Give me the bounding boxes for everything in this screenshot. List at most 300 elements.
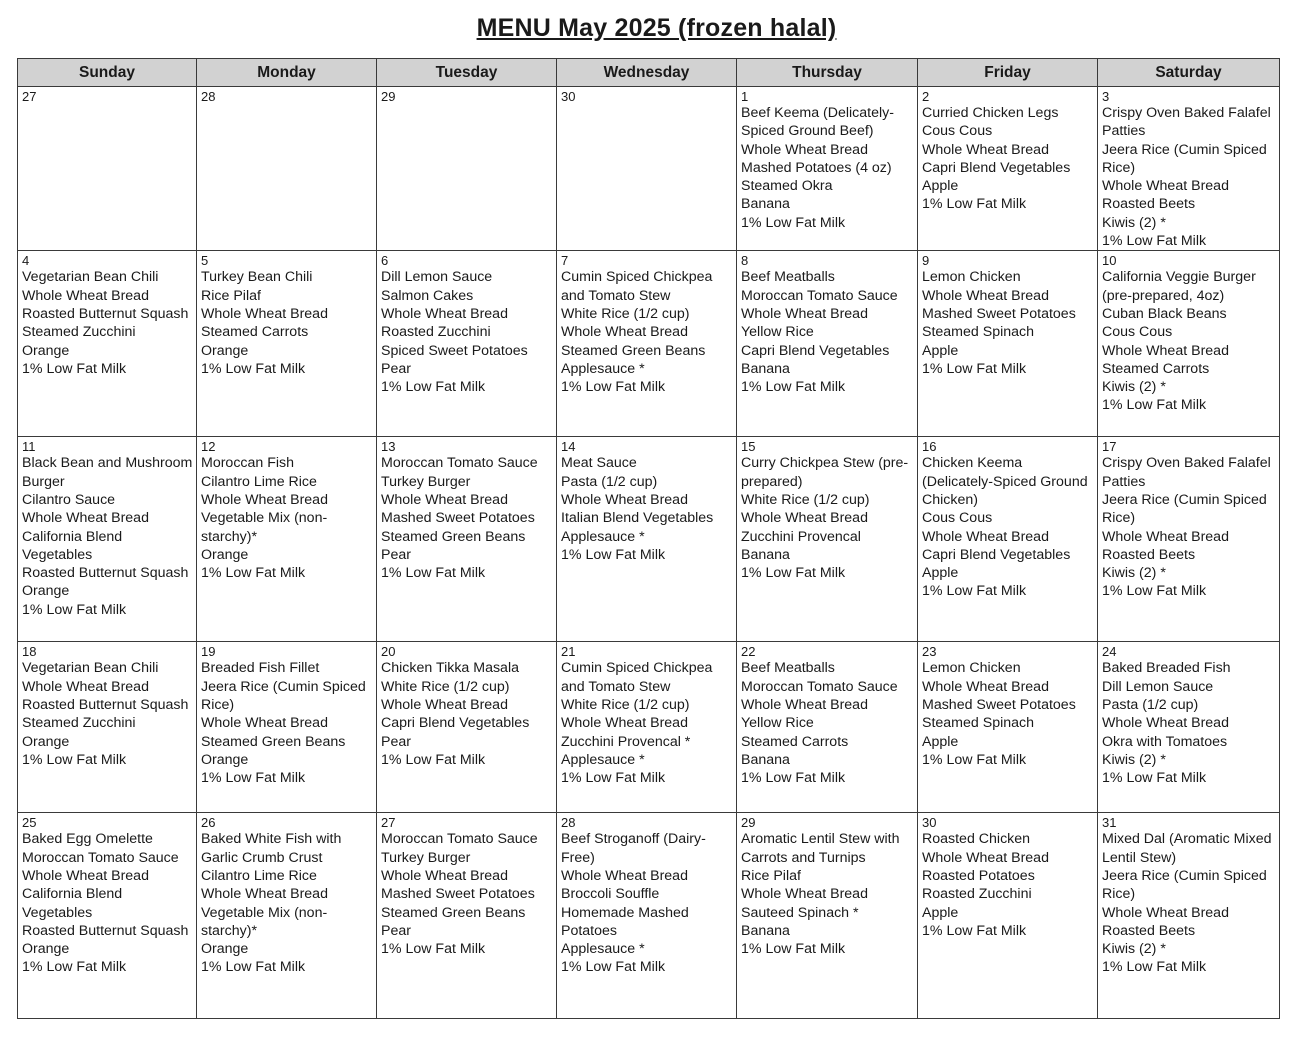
- menu-item: Steamed Carrots: [1102, 360, 1210, 377]
- day-number: 13: [381, 439, 396, 455]
- menu-item: Steamed Spinach: [922, 715, 1034, 732]
- menu-item: Cous Cous: [922, 123, 993, 140]
- menu-item: Beef Meatballs: [741, 269, 835, 286]
- menu-item: Whole Wheat Bread: [381, 696, 508, 713]
- menu-item: 1% Low Fat Milk: [201, 360, 306, 377]
- day-cell: [197, 813, 377, 1019]
- day-cell: [197, 87, 377, 251]
- day-number: 19: [201, 644, 216, 660]
- day-cell-content: [918, 642, 1097, 769]
- menu-calendar: [17, 58, 1280, 1019]
- menu-item: Dill Lemon Sauce: [1102, 678, 1214, 695]
- day-cell-content: [1098, 251, 1279, 414]
- menu-item: Kiwis (2) *: [1102, 941, 1166, 958]
- menu-item: Yellow Rice: [741, 715, 814, 732]
- menu-item: 1% Low Fat Milk: [1102, 770, 1207, 787]
- menu-item: Steamed Green Beans: [201, 733, 346, 750]
- menu-item: 1% Low Fat Milk: [201, 959, 306, 976]
- day-number: 30: [922, 815, 937, 831]
- day-cell: [918, 437, 1098, 642]
- day-cell-content: [737, 642, 917, 787]
- menu-item: 1% Low Fat Milk: [922, 360, 1027, 377]
- menu-item: Whole Wheat Bread: [201, 886, 328, 903]
- menu-item: Banana: [741, 196, 790, 213]
- day-cell: [18, 813, 197, 1019]
- menu-item: Cilantro Lime Rice: [201, 473, 317, 490]
- menu-item: Whole Wheat Bread: [741, 141, 868, 158]
- menu-item: Broccoli Souffle: [561, 886, 660, 903]
- menu-item: Whole Wheat Bread: [381, 867, 508, 884]
- menu-item: Apple: [922, 565, 959, 582]
- menu-item: Steamed Spinach: [922, 324, 1034, 341]
- day-number: 9: [922, 253, 930, 269]
- day-cell: [737, 87, 918, 251]
- day-cell: [18, 251, 197, 437]
- day-cell-content: [918, 437, 1097, 600]
- day-number: 12: [201, 439, 216, 455]
- menu-item: Meat Sauce: [561, 455, 637, 472]
- day-number: 10: [1102, 253, 1117, 269]
- day-cell: [557, 437, 737, 642]
- menu-item: Whole Wheat Bread: [22, 678, 149, 695]
- menu-item: 1% Low Fat Milk: [22, 360, 127, 377]
- day-number: 8: [741, 253, 749, 269]
- week-row: [18, 251, 1280, 437]
- menu-item: Moroccan Tomato Sauce: [741, 287, 898, 304]
- menu-item: Orange: [22, 941, 70, 958]
- day-cell-content: [18, 813, 196, 976]
- day-number: 26: [201, 815, 216, 831]
- day-cell-content: [1098, 437, 1279, 600]
- day-number: 21: [561, 644, 576, 660]
- day-number: 6: [381, 253, 389, 269]
- menu-item: Mashed Sweet Potatoes: [381, 886, 535, 903]
- menu-item: California Blend Vegetables: [22, 528, 123, 563]
- menu-item: Capri Blend Vegetables: [741, 342, 890, 359]
- menu-item: Zucchini Provencal *: [561, 733, 691, 750]
- day-number: 2: [922, 89, 930, 104]
- day-cell: [197, 642, 377, 813]
- day-cell: [557, 813, 737, 1019]
- day-number: 28: [561, 815, 576, 831]
- day-cell: [377, 642, 557, 813]
- menu-item: 1% Low Fat Milk: [741, 214, 846, 231]
- menu-item: Roasted Beets: [1102, 196, 1196, 213]
- menu-item: Cilantro Lime Rice: [201, 867, 317, 884]
- menu-item: Vegetarian Bean Chili: [22, 660, 159, 677]
- menu-item: 1% Low Fat Milk: [561, 770, 666, 787]
- menu-item: 1% Low Fat Milk: [1102, 583, 1207, 600]
- menu-item: Roasted Beets: [1102, 922, 1196, 939]
- menu-item: 1% Low Fat Milk: [22, 601, 127, 618]
- menu-item: Moroccan Tomato Sauce: [381, 455, 538, 472]
- menu-item: Whole Wheat Bread: [561, 867, 688, 884]
- menu-item: Moroccan Tomato Sauce: [22, 849, 179, 866]
- menu-item: Roasted Zucchini: [922, 886, 1032, 903]
- menu-item: Baked Egg Omelette: [22, 831, 153, 848]
- menu-item: Cilantro Sauce: [22, 491, 116, 508]
- day-cell: [197, 437, 377, 642]
- day-cell-content: [557, 437, 736, 564]
- menu-item: Sauteed Spinach *: [741, 904, 859, 921]
- menu-item: Whole Wheat Bread: [1102, 528, 1229, 545]
- menu-item: Kiwis (2) *: [1102, 379, 1166, 396]
- menu-item: Homemade Mashed Potatoes: [561, 904, 689, 939]
- menu-item: Mashed Sweet Potatoes: [922, 696, 1076, 713]
- menu-item: Steamed Carrots: [201, 324, 309, 341]
- menu-item: Orange: [201, 751, 249, 768]
- menu-item: Whole Wheat Bread: [922, 849, 1049, 866]
- menu-item: Baked White Fish with Garlic Crumb Crust: [201, 831, 342, 866]
- menu-item: Mashed Potatoes (4 oz): [741, 159, 892, 176]
- menu-item: Steamed Green Beans: [561, 342, 706, 359]
- day-cell-content: [557, 87, 736, 104]
- day-number: 3: [1102, 89, 1110, 104]
- day-cell-content: [737, 87, 917, 232]
- menu-item: Crispy Oven Baked Falafel Patties: [1102, 105, 1271, 140]
- day-cell: [377, 437, 557, 642]
- menu-item: Mixed Dal (Aromatic Mixed Lentil Stew): [1102, 831, 1272, 866]
- menu-item: Black Bean and Mushroom Burger: [22, 455, 193, 490]
- menu-item: Baked Breaded Fish: [1102, 660, 1231, 677]
- weekday-header: Friday: [918, 59, 1098, 87]
- menu-item: Steamed Zucchini: [22, 324, 136, 341]
- menu-item: Cumin Spiced Chickpea and Tomato Stew: [561, 269, 713, 304]
- menu-item: Pasta (1/2 cup): [1102, 696, 1199, 713]
- menu-item: 1% Low Fat Milk: [741, 379, 846, 396]
- menu-item: Lemon Chicken: [922, 269, 1021, 286]
- day-cell: [737, 642, 918, 813]
- day-cell-content: [1098, 87, 1279, 250]
- menu-item: Banana: [741, 546, 790, 563]
- menu-item: Whole Wheat Bread: [922, 287, 1049, 304]
- day-cell: [737, 251, 918, 437]
- menu-item: Applesauce *: [561, 941, 645, 958]
- menu-item: Orange: [22, 733, 70, 750]
- day-cell-content: [557, 251, 736, 396]
- week-row: [18, 87, 1280, 251]
- menu-item: Banana: [741, 360, 790, 377]
- menu-item: 1% Low Fat Milk: [561, 379, 666, 396]
- menu-item: Whole Wheat Bread: [201, 715, 328, 732]
- weekday-header: Saturday: [1098, 59, 1280, 87]
- menu-item: 1% Low Fat Milk: [741, 941, 846, 958]
- menu-item: Apple: [922, 904, 959, 921]
- menu-item: Beef Stroganoff (Dairy-Free): [561, 831, 706, 866]
- day-cell-content: [18, 642, 196, 769]
- day-cell: [737, 813, 918, 1019]
- menu-item: Rice Pilaf: [201, 287, 261, 304]
- menu-item: Orange: [22, 342, 70, 359]
- day-cell: [18, 642, 197, 813]
- menu-item: 1% Low Fat Milk: [922, 751, 1027, 768]
- weekday-header: Sunday: [18, 59, 197, 87]
- day-number: 23: [922, 644, 937, 660]
- day-number: 25: [22, 815, 37, 831]
- menu-item: 1% Low Fat Milk: [201, 770, 306, 787]
- menu-item: Steamed Green Beans: [381, 904, 526, 921]
- menu-item: Capri Blend Vegetables: [381, 715, 530, 732]
- menu-item: Whole Wheat Bread: [1102, 715, 1229, 732]
- menu-item: Chicken Keema (Delicately-Spiced Ground Chicken): [922, 455, 1088, 508]
- menu-item: Spiced Sweet Potatoes: [381, 342, 528, 359]
- menu-item: Whole Wheat Bread: [561, 715, 688, 732]
- menu-item: Applesauce *: [561, 360, 645, 377]
- menu-item: Whole Wheat Bread: [561, 491, 688, 508]
- menu-item: Kiwis (2) *: [1102, 214, 1166, 231]
- menu-item: Applesauce *: [561, 528, 645, 545]
- day-cell: [377, 813, 557, 1019]
- day-cell-content: [557, 813, 736, 976]
- menu-item: Aromatic Lentil Stew with Carrots and Turnips: [741, 831, 900, 866]
- menu-item: 1% Low Fat Milk: [561, 959, 666, 976]
- menu-item: Orange: [201, 546, 249, 563]
- day-cell-content: [18, 251, 196, 378]
- menu-item: Roasted Zucchini: [381, 324, 491, 341]
- day-cell-content: [197, 813, 376, 976]
- menu-item: Moroccan Tomato Sauce: [381, 831, 538, 848]
- menu-item: Capri Blend Vegetables: [922, 546, 1071, 563]
- menu-item: Whole Wheat Bread: [22, 867, 149, 884]
- menu-item: Roasted Potatoes: [922, 867, 1035, 884]
- day-cell-content: [377, 251, 556, 396]
- menu-item: Orange: [22, 583, 70, 600]
- menu-item: Whole Wheat Bread: [381, 491, 508, 508]
- menu-item: Jeera Rice (Cumin Spiced Rice): [1102, 491, 1267, 527]
- day-cell-content: [1098, 813, 1279, 976]
- day-cell: [197, 251, 377, 437]
- weekday-header-row: [18, 59, 1280, 87]
- menu-item: Pasta (1/2 cup): [561, 473, 658, 490]
- day-cell-content: [737, 251, 917, 396]
- menu-item: Jeera Rice (Cumin Spiced Rice): [1102, 867, 1267, 903]
- day-cell: [377, 87, 557, 251]
- day-cell: [557, 87, 737, 251]
- day-cell: [1098, 813, 1280, 1019]
- menu-item: Apple: [922, 733, 959, 750]
- day-number: 28: [201, 89, 216, 104]
- menu-item: Whole Wheat Bread: [1102, 178, 1229, 195]
- menu-item: Steamed Zucchini: [22, 715, 136, 732]
- menu-item: 1% Low Fat Milk: [381, 941, 486, 958]
- menu-item: Whole Wheat Bread: [922, 678, 1049, 695]
- day-number: 15: [741, 439, 756, 455]
- menu-item: Kiwis (2) *: [1102, 751, 1166, 768]
- menu-item: Pear: [381, 922, 411, 939]
- day-cell-content: [737, 813, 917, 958]
- day-number: 27: [381, 815, 396, 831]
- day-cell-content: [377, 642, 556, 769]
- menu-item: Cous Cous: [922, 510, 993, 527]
- page-title: MENU May 2025 (frozen halal): [476, 14, 837, 42]
- weekday-header: Wednesday: [557, 59, 737, 87]
- menu-item: Turkey Burger: [381, 473, 471, 490]
- menu-item: Turkey Bean Chili: [201, 269, 313, 286]
- day-cell-content: [197, 642, 376, 787]
- menu-item: 1% Low Fat Milk: [1102, 397, 1207, 414]
- menu-item: 1% Low Fat Milk: [741, 565, 846, 582]
- menu-item: Roasted Butternut Squash: [22, 922, 189, 939]
- day-cell-content: [197, 87, 376, 104]
- menu-item: Cumin Spiced Chickpea and Tomato Stew: [561, 660, 713, 695]
- menu-item: Steamed Green Beans: [381, 528, 526, 545]
- menu-item: White Rice (1/2 cup): [561, 696, 690, 713]
- menu-item: Salmon Cakes: [381, 287, 474, 304]
- day-cell-content: [377, 437, 556, 582]
- menu-item: 1% Low Fat Milk: [741, 770, 846, 787]
- menu-item: Roasted Butternut Squash: [22, 565, 189, 582]
- menu-item: Whole Wheat Bread: [201, 305, 328, 322]
- day-cell: [918, 813, 1098, 1019]
- menu-item: Vegetarian Bean Chili: [22, 269, 159, 286]
- menu-item: Orange: [201, 342, 249, 359]
- day-cell-content: [918, 251, 1097, 378]
- day-cell-content: [377, 813, 556, 958]
- menu-item: Apple: [922, 342, 959, 359]
- menu-item: Capri Blend Vegetables: [922, 159, 1071, 176]
- menu-item: Lemon Chicken: [922, 660, 1021, 677]
- day-cell-content: [377, 87, 556, 104]
- menu-item: Beef Keema (Delicately-Spiced Ground Beef): [741, 105, 894, 140]
- menu-item: Cous Cous: [1102, 324, 1173, 341]
- menu-item: Mashed Sweet Potatoes: [922, 305, 1076, 322]
- day-cell-content: [1098, 642, 1279, 787]
- menu-item: Breaded Fish Fillet: [201, 660, 320, 677]
- day-cell-content: [737, 437, 917, 582]
- menu-item: Yellow Rice: [741, 324, 814, 341]
- day-cell: [18, 87, 197, 251]
- day-cell-content: [18, 437, 196, 619]
- day-number: 5: [201, 253, 209, 269]
- menu-item: Whole Wheat Bread: [22, 510, 149, 527]
- day-number: 18: [22, 644, 37, 660]
- menu-item: Whole Wheat Bread: [201, 491, 328, 508]
- menu-item: Dill Lemon Sauce: [381, 269, 493, 286]
- menu-item: Banana: [741, 751, 790, 768]
- day-cell-content: [197, 437, 376, 582]
- menu-item: Roasted Beets: [1102, 546, 1196, 563]
- menu-item: 1% Low Fat Milk: [922, 583, 1027, 600]
- day-number: 16: [922, 439, 937, 455]
- menu-item: Whole Wheat Bread: [922, 528, 1049, 545]
- menu-item: Pear: [381, 733, 411, 750]
- menu-item: Apple: [922, 178, 959, 195]
- weekday-header: Thursday: [737, 59, 918, 87]
- menu-item: Steamed Okra: [741, 178, 833, 195]
- day-cell: [918, 251, 1098, 437]
- menu-item: Vegetable Mix (non-starchy)*: [201, 904, 328, 939]
- day-cell-content: [197, 251, 376, 378]
- menu-item: Curried Chicken Legs: [922, 105, 1059, 121]
- week-row: [18, 642, 1280, 813]
- menu-item: 1% Low Fat Milk: [201, 565, 306, 582]
- day-number: 22: [741, 644, 756, 660]
- menu-item: White Rice (1/2 cup): [381, 678, 510, 695]
- menu-item: Pear: [381, 360, 411, 377]
- menu-item: Turkey Burger: [381, 849, 471, 866]
- menu-item: Chicken Tikka Masala: [381, 660, 519, 677]
- week-row: [18, 437, 1280, 642]
- day-number: 17: [1102, 439, 1117, 455]
- menu-item: Whole Wheat Bread: [741, 886, 868, 903]
- day-cell: [1098, 87, 1280, 251]
- menu-item: 1% Low Fat Milk: [22, 959, 127, 976]
- menu-item: Jeera Rice (Cumin Spiced Rice): [1102, 141, 1267, 176]
- day-cell: [377, 251, 557, 437]
- day-number: 14: [561, 439, 576, 455]
- menu-item: Rice Pilaf: [741, 867, 801, 884]
- menu-item: 1% Low Fat Milk: [1102, 959, 1207, 976]
- menu-item: Whole Wheat Bread: [741, 696, 868, 713]
- menu-item: Moroccan Tomato Sauce: [741, 678, 898, 695]
- menu-item: Whole Wheat Bread: [1102, 342, 1229, 359]
- menu-item: 1% Low Fat Milk: [22, 751, 127, 768]
- menu-item: Orange: [201, 941, 249, 958]
- day-cell-content: [918, 87, 1097, 214]
- menu-item: Pear: [381, 546, 411, 563]
- day-number: 24: [1102, 644, 1117, 660]
- calendar-body: [18, 87, 1280, 1019]
- menu-item: 1% Low Fat Milk: [561, 546, 666, 563]
- day-cell: [18, 437, 197, 642]
- menu-item: Whole Wheat Bread: [1102, 904, 1229, 921]
- day-cell: [1098, 437, 1280, 642]
- day-number: 1: [741, 89, 749, 104]
- day-number: 30: [561, 89, 576, 104]
- menu-item: Beef Meatballs: [741, 660, 835, 677]
- menu-item: Cuban Black Beans: [1102, 305, 1227, 322]
- menu-item: Whole Wheat Bread: [561, 324, 688, 341]
- week-row: [18, 813, 1280, 1019]
- day-number: 31: [1102, 815, 1117, 831]
- day-number: 7: [561, 253, 569, 269]
- menu-item: Whole Wheat Bread: [22, 287, 149, 304]
- day-cell: [1098, 251, 1280, 437]
- menu-item: 1% Low Fat Milk: [381, 379, 486, 396]
- day-cell: [737, 437, 918, 642]
- day-cell: [1098, 642, 1280, 813]
- menu-item: Whole Wheat Bread: [922, 141, 1049, 158]
- menu-item: Roasted Butternut Squash: [22, 305, 189, 322]
- menu-item: 1% Low Fat Milk: [1102, 233, 1207, 250]
- menu-item: 1% Low Fat Milk: [922, 196, 1027, 213]
- menu-item: Applesauce *: [561, 751, 645, 768]
- day-cell: [918, 87, 1098, 251]
- menu-item: Steamed Carrots: [741, 733, 849, 750]
- day-number: 29: [741, 815, 756, 831]
- day-number: 11: [22, 439, 36, 455]
- menu-item: California Blend Vegetables: [22, 886, 123, 921]
- menu-item: Roasted Chicken: [922, 831, 1031, 848]
- menu-item: Roasted Butternut Squash: [22, 696, 189, 713]
- menu-item: Crispy Oven Baked Falafel Patties: [1102, 455, 1271, 490]
- day-cell: [918, 642, 1098, 813]
- menu-item: Italian Blend Vegetables: [561, 510, 714, 527]
- menu-item: Zucchini Provencal: [741, 528, 861, 545]
- menu-item: 1% Low Fat Milk: [381, 751, 486, 768]
- menu-item: Okra with Tomatoes: [1102, 733, 1228, 750]
- menu-item: White Rice (1/2 cup): [561, 305, 690, 322]
- menu-item: Curry Chickpea Stew (pre-prepared): [741, 455, 909, 490]
- weekday-header: Monday: [197, 59, 377, 87]
- day-cell-content: [18, 87, 196, 104]
- menu-item: Jeera Rice (Cumin Spiced Rice): [201, 678, 366, 713]
- day-cell: [557, 642, 737, 813]
- day-number: 4: [22, 253, 30, 269]
- menu-item: Kiwis (2) *: [1102, 565, 1166, 582]
- menu-item: 1% Low Fat Milk: [922, 922, 1027, 939]
- day-cell-content: [557, 642, 736, 787]
